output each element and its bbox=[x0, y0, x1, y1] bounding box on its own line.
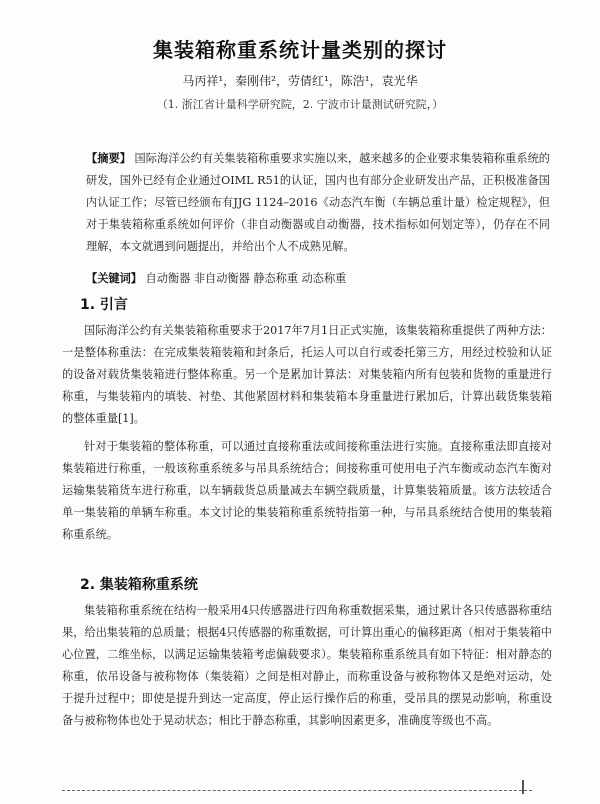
keywords-block bbox=[86, 270, 550, 286]
section-heading-weighing-system: 2. 集装箱称重系统 bbox=[80, 577, 198, 593]
keywords-text: 自动衡器 非自动衡器 静态称重 动态称重 bbox=[145, 272, 347, 285]
section-heading-introduction: 1. 引言 bbox=[80, 297, 128, 313]
intro-paragraph-1: 国际海洋公约有关集装箱称重要求于2017年7月1日正式实施，该集装箱称重提供了两种方法：一是整体称重法：在完成集装箱装箱和封条后，托运人可以自行或委托第三方，用经过校验和认证的设备对载货集装箱进行整体称重。另一个是累加计算法：对集装箱内所有包装和货物的重量进行称重，与集装箱内的填装、衬垫、其他紧固材料和集装箱本身重量进行累加后，计算出载货集装箱的整体重量[1]。 bbox=[62, 324, 552, 425]
keywords-label: 【关键词】 bbox=[86, 272, 142, 285]
paper-title: 集装箱称重系统计量类别的探讨 bbox=[153, 38, 447, 62]
system-paragraph-1: 集装箱称重系统在结构一般采用4只传感器进行四角称重数据采集，通过累计各只传感器称重结果，给出集装箱的总质量；根据4只传感器的称重数据，可计算出重心的偏移距离（相对于集装箱中心位置，二维坐标，以满足运输集装箱考虑偏载要求）。集装箱称重系统具有如下特征：相对静态的称重，依吊设备与被称物体（集装箱）之间是相对静止，而称重设备与被称物体又是绝对运动，处于提升过程中；即使是提升到达一定高度，停止运行操作后的称重，受吊具的摆晃动影响，称重设备与被称物体也处于晃动状态；相比于静态称重，其影响因素更多，准确度等级也不高。 bbox=[62, 604, 552, 727]
author-list: 马丙祥¹，秦刚伟²，劳倩红¹，陈浩¹，袁光华 bbox=[182, 74, 418, 88]
abstract-label: 【摘要】 bbox=[86, 152, 131, 165]
affiliation-line: （1. 浙江省计量科学研究院，2. 宁波市计量测试研究院，） bbox=[156, 98, 444, 111]
intro-paragraph-2: 针对于集装箱的整体称重，可以通过直接称重法或间接称重法进行实施。直接称重法即直接对集装箱进行称重，一般该称重系统多与吊具系统结合；间接称重可使用电子汽车衡或动态汽车衡对运输集装箱货车进行称重，以车辆载货总质量减去车辆空载质量，计算集装箱质量。该方法较适合单一集装箱的单辆车称重。本文讨论的集装箱称重系统特指第一种，与吊具系统结合使用的集装箱称重系统。 bbox=[62, 440, 552, 541]
page-bottom-rule bbox=[62, 790, 532, 791]
abstract-text: 国际海洋公约有关集装箱称重要求实施以来，越来越多的企业要求集装箱称重系统的研发，国外已经有企业通过OIML R51的认证，国内也有部分企业研发出产品，正积极准备国内认证工作；尽管已经颁布有JJG 1124–2016《动态汽车衡（车辆总重计量）检定规程》，但对于集装箱称重系统如何评价（非自动衡器或自动衡器，技术指标如何划定等），仍存在不同理解，本文就遇到问题提出，并给出个人不成熟见解。 bbox=[86, 152, 550, 253]
abstract-block bbox=[86, 148, 550, 258]
margin-mark bbox=[522, 780, 524, 794]
